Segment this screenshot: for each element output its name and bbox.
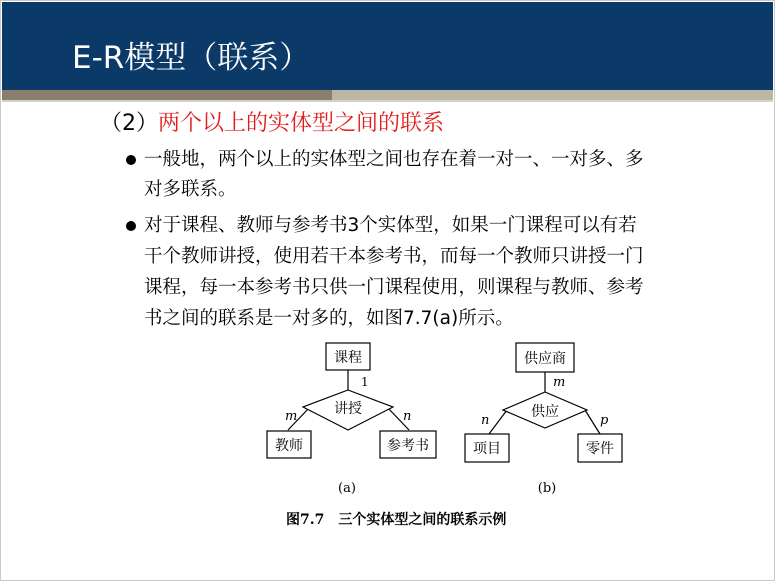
- cardinality-label: m: [285, 409, 298, 424]
- bullet-2-line-3: 课程，每一本参考书只供一门课程使用，则课程与教师、参考: [144, 277, 644, 298]
- er-diagram-figure: [255, 338, 635, 498]
- entity-label: 参考书: [387, 438, 429, 454]
- figure-caption: 图7.7 三个实体型之间的联系示例: [286, 512, 507, 528]
- slide-title: E-R模型（联系）: [72, 40, 311, 76]
- cardinality-label: 1: [361, 375, 369, 389]
- bullet-2-line-1: 对于课程、教师与参考书3个实体型，如果一门课程可以有若: [144, 215, 637, 236]
- cardinality-label: m: [553, 375, 566, 390]
- subheading-number: （2）: [100, 111, 158, 136]
- bullet-2-line-4: 书之间的联系是一对多的，如图7.7(a)所示。: [144, 308, 514, 329]
- entity-label: 教师: [275, 438, 303, 454]
- title-stripe-light: [332, 90, 773, 100]
- entity-label: 项目: [473, 441, 501, 457]
- relationship-label: 供应: [531, 404, 559, 420]
- cardinality-label: n: [403, 409, 412, 424]
- entity-label: 零件: [586, 441, 614, 457]
- cardinality-label: p: [600, 413, 609, 428]
- bullet-1-line-2: 对多联系。: [144, 179, 237, 200]
- title-bar: [2, 2, 773, 90]
- title-underline: [2, 100, 773, 102]
- subheading: [100, 106, 444, 137]
- relationship-label: 讲授: [334, 401, 362, 417]
- bullet-2-line-2: 干个教师讲授，使用若干本参考书，而每一个教师只讲授一门: [144, 246, 644, 267]
- bullet-dot-icon: [126, 155, 136, 165]
- entity-label: 供应商: [524, 351, 566, 367]
- title-stripe-dark: [2, 90, 332, 100]
- subfigure-label: (a): [338, 481, 356, 496]
- bullet-dot-icon: [126, 221, 136, 231]
- subfigure-label: (b): [537, 481, 557, 496]
- entity-label: 课程: [334, 350, 362, 366]
- diagram-b: [465, 343, 622, 496]
- diagram-a: [267, 343, 436, 496]
- cardinality-label: n: [481, 413, 490, 428]
- bullet-1-line-1: 一般地，两个以上的实体型之间也存在着一对一、一对多、多: [144, 149, 644, 170]
- subheading-text: 两个以上的实体型之间的联系: [158, 111, 445, 136]
